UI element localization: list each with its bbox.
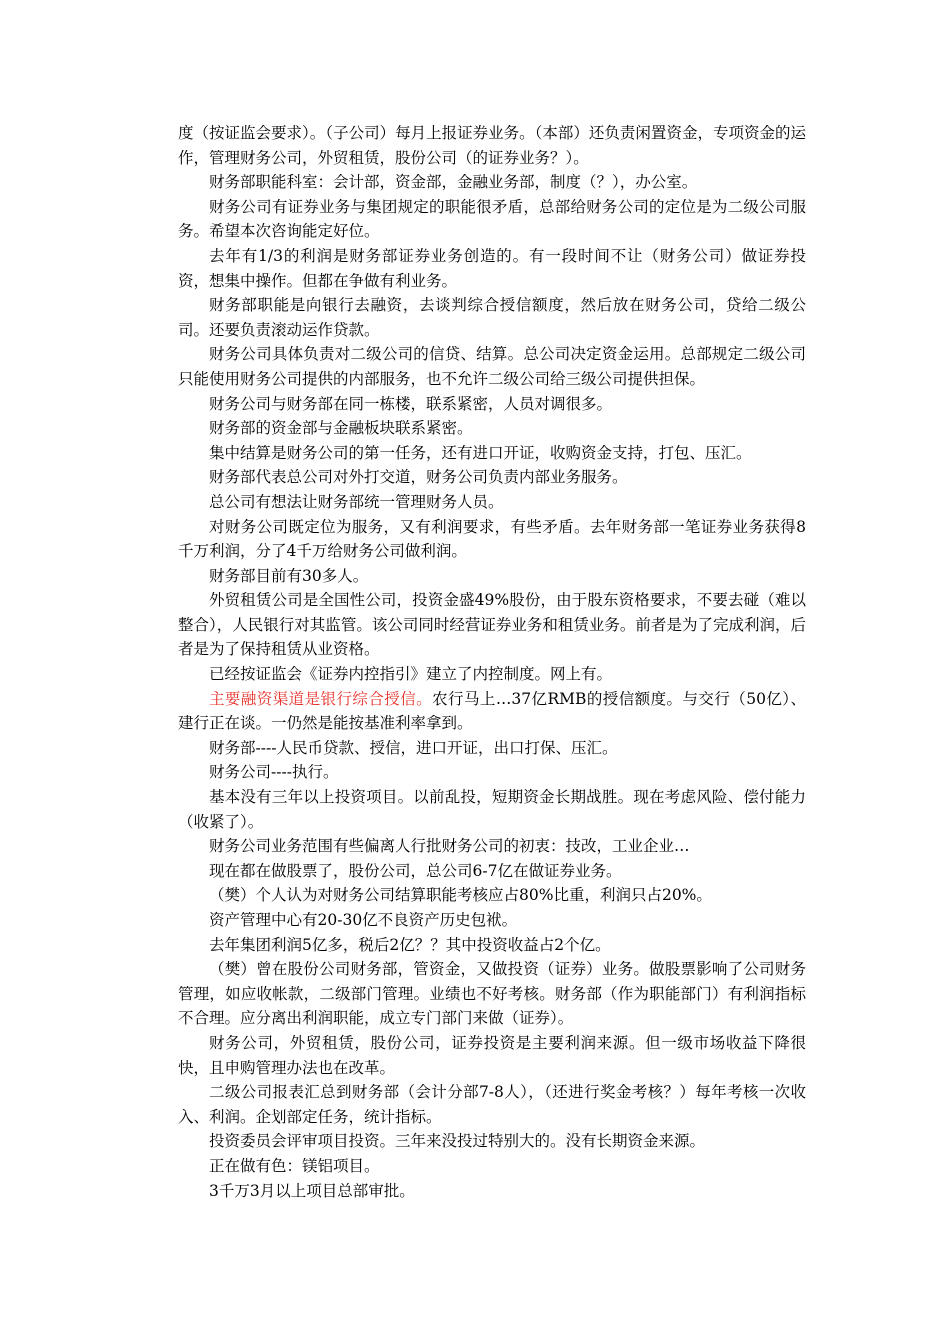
paragraph: 总公司有想法让财务部统一管理财务人员。 [209, 492, 504, 511]
paragraph: 财务部的资金部与金融板块联系紧密。 [209, 419, 473, 438]
paragraph: 资产管理中心有20-30亿不良资产历史包袱。 [209, 911, 518, 929]
paragraph: 去年集团利润5亿多，税后2亿？？其中投资收益占2个亿。 [209, 935, 611, 954]
paragraph: 投资委员会评审项目投资。三年来没投过特别大的。没有长期资金来源。 [209, 1132, 706, 1151]
paragraph: 财务部代表总公司对外打交道，财务公司负责内部业务服务。 [209, 468, 628, 487]
document-page [178, 121, 806, 1203]
paragraph: （樊）曾在股份公司财务部，管资金，又做投资（证券）业务。做股票影响了公司财务管理，如应收帐款，二级部门管理。业绩也不好考核。财务部（作为职能部门）有利润指标不合理。应分离出利润职能，成立专门部门来做（证券）。 [178, 960, 806, 1028]
paragraph-text: 农行马上…37亿RMB的授信额度。与交行（50亿）、建行正在谈。一仍然是能按基准利率拿到。 [178, 689, 806, 733]
paragraph: 财务公司与财务部在同一栋楼，联系紧密，人员对调很多。 [209, 394, 613, 413]
highlighted-text: 主要融资渠道是银行综合授信。 [209, 689, 433, 708]
paragraph: 度（按证监会要求）。（子公司）每月上报证券业务。（本部）还负责闲置资金，专项资金的运作，管理财务公司，外贸租赁，股份公司（的证券业务？）。 [178, 124, 806, 167]
paragraph: 正在做有色：镁铝项目。 [209, 1156, 380, 1175]
paragraph: （樊）个人认为对财务公司结算职能考核应占80%比重，利润只占20%。 [209, 886, 712, 905]
paragraph: 财务部目前有30多人。 [209, 566, 369, 585]
paragraph: 财务部----人民币贷款、授信，进口开证，出口打保、压汇。 [209, 738, 618, 757]
paragraph: 财务公司，外贸租赁，股份公司，证券投资是主要利润来源。但一级市场收益下降很快，且申购管理办法也在改革。 [178, 1033, 806, 1077]
paragraph: 现在都在做股票了，股份公司，总公司6-7亿在做证券业务。 [209, 861, 622, 880]
paragraph: 去年有1/3的利润是财务部证券业务创造的。有一段时间不让（财务公司）做证券投资，想集中操作。但都在争做有利业务。 [178, 246, 806, 290]
paragraph: 财务公司有证券业务与集团规定的职能很矛盾，总部给财务公司的定位是为二级公司服务。希望本次咨询能定好位。 [178, 197, 806, 241]
paragraph: 3千万3月以上项目总部审批。 [209, 1181, 415, 1200]
paragraph-highlighted [178, 687, 806, 736]
paragraph: 财务公司业务范围有些偏离人行批财务公司的初衷：技改，工业企业… [209, 837, 690, 856]
paragraph: 财务公司具体负责对二级公司的信贷、结算。总公司决定资金运用。总部规定二级公司只能使用财务公司提供的内部服务，也不允许二级公司给三级公司提供担保。 [178, 345, 806, 388]
paragraph: 已经按证监会《证券内控指引》建立了内控制度。网上有。 [209, 665, 613, 684]
paragraph: 对财务公司既定位为服务，又有利润要求，有些矛盾。去年财务部一笔证券业务获得8千万利润，分了4千万给财务公司做利润。 [178, 517, 806, 561]
paragraph: 财务公司----执行。 [209, 763, 339, 782]
paragraph: 基本没有三年以上投资项目。以前乱投，短期资金长期战胜。现在考虑风险、偿付能力（收紧了）。 [178, 788, 806, 831]
paragraph: 财务部职能科室：会计部，资金部，金融业务部，制度（？），办公室。 [209, 173, 698, 192]
paragraph: 集中结算是财务公司的第一任务，还有进口开证，收购资金支持，打包、压汇。 [209, 443, 752, 462]
paragraph: 外贸租赁公司是全国性公司，投资金盛49%股份，由于股东资格要求，不要去碰（难以整合），人民银行对其监管。该公司同时经营证券业务和租赁业务。前者是为了完成利润，后者是为了保持租赁从业资格。 [178, 591, 806, 659]
paragraph: 二级公司报表汇总到财务部（会计分部7-8人），（还进行奖金考核？）每年考核一次收入、利润。企划部定任务，统计指标。 [178, 1083, 806, 1126]
paragraph: 财务部职能是向银行去融资，去谈判综合授信额度，然后放在财务公司，贷给二级公司。还要负责滚动运作贷款。 [178, 296, 806, 339]
